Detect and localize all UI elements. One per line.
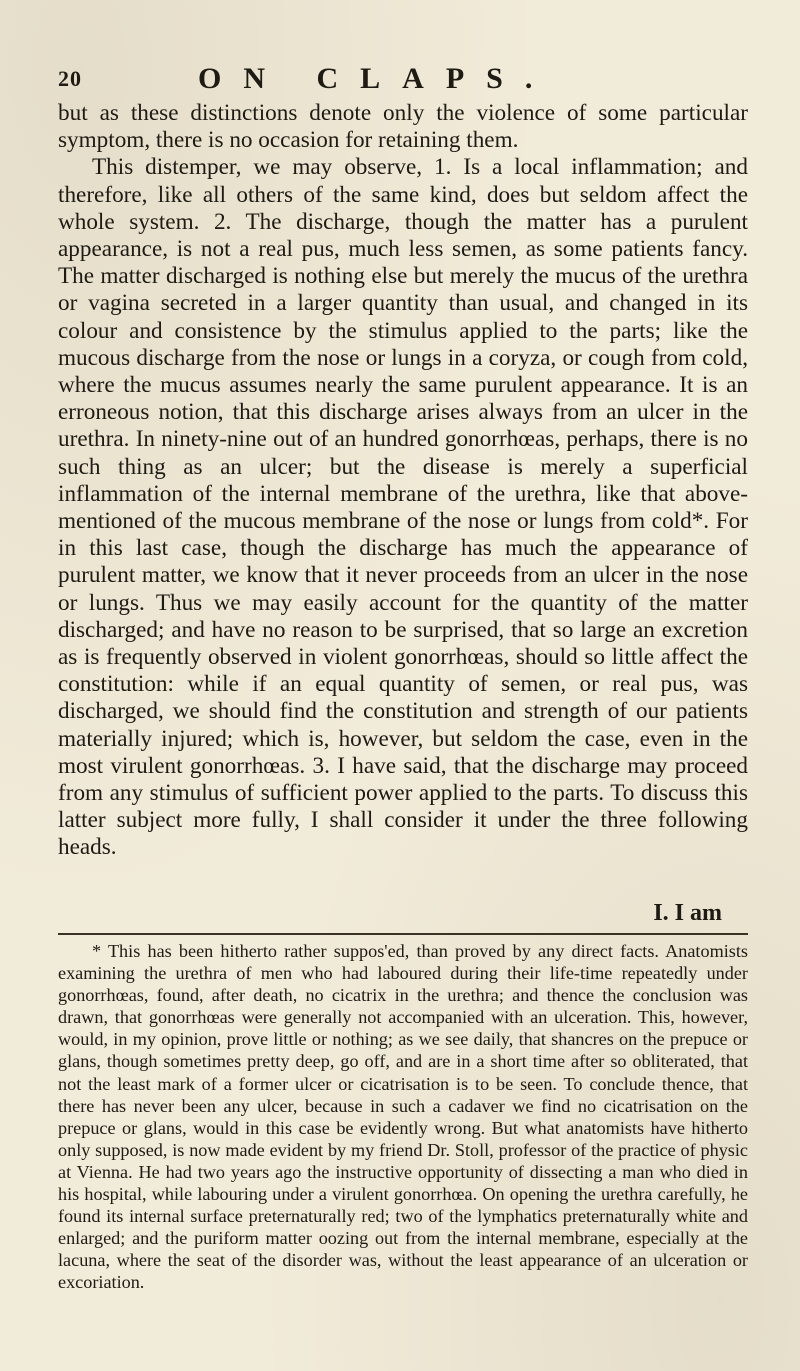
page-number: 20 [58,66,82,91]
catchword: I. I am [653,900,722,926]
main-text [58,100,748,862]
running-title: ON CLAPS. [198,62,555,95]
paragraph: This distemper, we may observe, 1. Is a local inflammation; and therefore, like all others of the same kind, does but seldom affect the whole system. 2. The discharge, though the matter has a purulent appearance, is not a real pus, much less semen, as some patients fancy. The matter discharged is nothing else but merely the mucus of the urethra or vagina secreted in a larger quantity than usual, and changed in its colour and consistence by the stimulus applied to the parts; like the mucous discharge from the nose or lungs in a coryza, or cough from cold, where the mucus assumes nearly the same purulent appearance. It is an erroneous notion, that this discharge arises always from an ulcer in the urethra. In ninety-nine out of an hundred gonorrhœas, perhaps, there is no such thing as an ulcer; but the disease is merely a superficial inflammation of the internal membrane of the urethra, like that above-mentioned of the mucous membrane of the nose or lungs from cold*. For in this last case, though the discharge has much the appearance of purulent matter, we know that it never proceeds from an ulcer in the nose or lungs. Thus we may easily account for the quantity of the matter discharged; and have no reason to be surprised, that so large an excretion as is frequently observed in violent gonorrhœas, should so little affect the constitution: while if an equal quantity of semen, or real pus, was discharged, we should find the constitution and strength of our patients materially injured; which is, however, but seldom the case, even in the most virulent gonorrhœas. 3. I have said, that the discharge may proceed from any stimulus of sufficient power applied to the parts. To discuss this latter subject more fully, I shall consider it under the three following heads. [58,154,748,861]
running-head [58,62,740,94]
footnote-rule [58,933,748,935]
footnote [58,940,748,1294]
paragraph-continuation: but as these distinctions denote only the violence of some particular symptom, there is no occasion for retaining them. [58,100,748,154]
footnote-text: * This has been hitherto rather suppos'ed, than proved by any direct facts. Anatomists examining the urethra of men who had laboured during their life-time repeatedly under gonorrhœas, found, after death, no cicatrix in the urethra; and thence the conclusion was drawn, that gonorrhœas were generally not accompanied with an ulceration. This, however, would, in my opinion, prove little or nothing; as we see daily, that shancres on the prepuce or glans, though sometimes pretty deep, go off, and are in a short time after so obliterated, that not the least mark of a former ulcer or cicatrisation is to be seen. To conclude thence, that there has never been any ulcer, because in such a cadaver we find no cicatrisation on the prepuce or glans, would in this case be evidently wrong. But what anatomists have hitherto only supposed, is now made evident by my friend Dr. Stoll, professor of the practice of physic at Vienna. He had two years ago the instructive opportunity of dissecting a man who died in his hospital, while labouring under a virulent gonorrhœa. On opening the urethra carefully, he found its internal surface preternaturally red; two of the lymphatics preternaturally white and enlarged; and the puriform matter oozing out from the internal membrane, especially at the lacuna, where the seat of the disorder was, without the least appearance of an ulceration or excoriation. [58,941,748,1293]
